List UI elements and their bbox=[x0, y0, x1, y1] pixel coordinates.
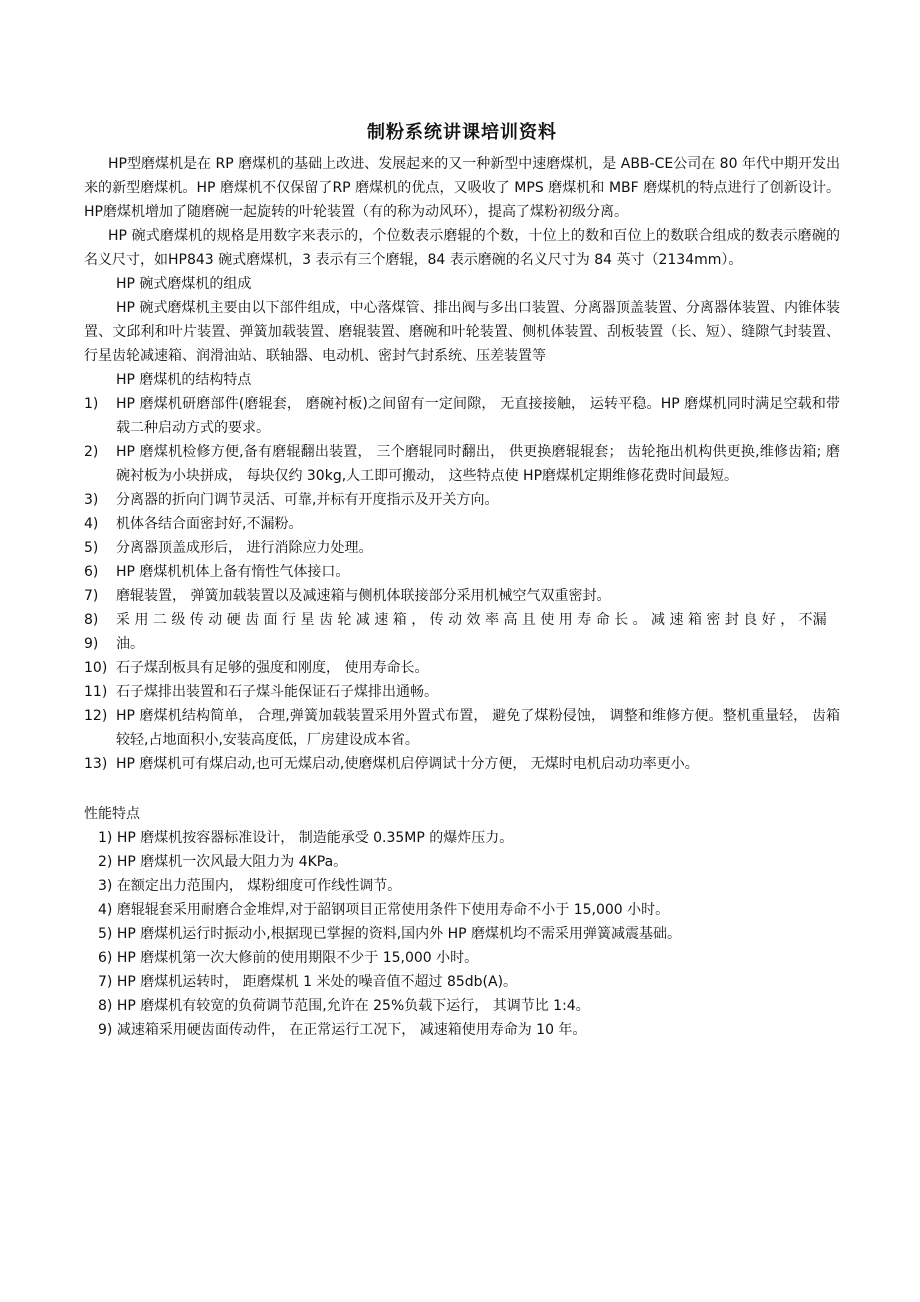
structure-item bbox=[84, 680, 840, 704]
structure-item-text: HP 磨煤机结构简单， 合理,弹簧加载装置采用外置式布置， 避免了煤粉侵蚀， 调整和维修方便。整机重量轻， 齿箱较轻,占地面积小,安装高度低，厂房建设成本省。 bbox=[116, 708, 840, 748]
structure-item bbox=[84, 560, 840, 584]
structure-item-text: HP 磨煤机可有煤启动,也可无煤启动,使磨煤机启停调试十分方便， 无煤时电机启动功率更小。 bbox=[116, 756, 699, 772]
structure-item-number: 13) bbox=[84, 756, 108, 772]
intro-paragraph-1: HP型磨煤机是在 RP 磨煤机的基础上改进、发展起来的又一种新型中速磨煤机，是 ABB-CE公司在 80 年代中期开发出来的新型磨煤机。HP 磨煤机不仅保留了RP 磨煤机的优点，又吸收了 MPS 磨煤机和 MBF 磨煤机的特点进行了创新设计。 HP磨煤机增加了随磨碗一起旋转的叶轮装置（有的称为动风环），提高了煤粉初级分离。 bbox=[84, 156, 840, 220]
structure-item-text: HP 磨煤机研磨部件(磨辊套， 磨碗衬板)之间留有一定间隙， 无直接接触， 运转平稳。HP 磨煤机同时满足空载和带载二种启动方式的要求。 bbox=[116, 396, 840, 436]
performance-item: 5) HP 磨煤机运行时振动小,根据现已掌握的资料,国内外 HP 磨煤机均不需采用弹簧减震基础。 bbox=[98, 926, 682, 942]
structure-item-number: 6) bbox=[84, 564, 99, 580]
performance-item: 4) 磨辊辊套采用耐磨合金堆焊,对于韶钢项目正常使用条件下使用寿命不小于 15,000 小时。 bbox=[98, 902, 670, 918]
structure-item-text: HP 磨煤机检修方便,备有磨辊翻出装置， 三个磨辊同时翻出， 供更换磨辊辊套； 齿轮拖出机构供更换,维修齿箱; 磨碗衬板为小块拼成， 每块仅约 30kg,人工即可搬动， 这些特点使 HP磨煤机定期维修花费时间最短。 bbox=[116, 444, 840, 484]
performance-item: 6) HP 磨煤机第一次大修前的使用期限不少于 15,000 小时。 bbox=[98, 950, 479, 966]
structure-item-number: 8) bbox=[84, 612, 99, 628]
performance-item: 8) HP 磨煤机有较宽的负荷调节范围,允许在 25%负载下运行， 其调节比 1:4。 bbox=[98, 998, 590, 1014]
structure-item bbox=[84, 584, 840, 608]
structure-item-number: 2) bbox=[84, 444, 99, 460]
structure-item-text: 石子煤排出装置和石子煤斗能保证石子煤排出通畅。 bbox=[116, 684, 438, 700]
structure-item-text: 分离器的折向门调节灵活、可靠,并标有开度指示及开关方向。 bbox=[116, 492, 499, 508]
structure-item-text: HP 磨煤机机体上备有惰性气体接口。 bbox=[116, 564, 350, 580]
structure-item bbox=[84, 488, 840, 512]
structure-item bbox=[84, 632, 840, 656]
performance-item: 1) HP 磨煤机按容器标准设计， 制造能承受 0.35MP 的爆炸压力。 bbox=[98, 830, 514, 846]
structure-item bbox=[84, 512, 840, 536]
performance-item: 2) HP 磨煤机一次风最大阻力为 4KPa。 bbox=[98, 854, 348, 870]
structure-item-number: 3) bbox=[84, 492, 99, 508]
structure-item-number: 1) bbox=[84, 396, 99, 412]
structure-heading: HP 磨煤机的结构特点 bbox=[116, 372, 252, 388]
structure-item bbox=[84, 704, 840, 752]
performance-item: 9) 减速箱采用硬齿面传动件， 在正常运行工况下， 减速箱使用寿命为 10 年。 bbox=[98, 1022, 587, 1038]
performance-item: 3) 在额定出力范围内， 煤粉细度可作线性调节。 bbox=[98, 878, 402, 894]
structure-item-number: 9) bbox=[84, 636, 99, 652]
structure-item-number: 4) bbox=[84, 516, 99, 532]
composition-text: HP 碗式磨煤机主要由以下部件组成，中心落煤管、排出阀与多出口装置、分离器顶盖装置、分离器体装置、内锥体装置、文邱利和叶片装置、弹簧加载装置、磨辊装置、磨碗和叶轮装置、侧机体装置、刮板装置（长、短）、缝隙气封装置、行星齿轮减速箱、润滑油站、联轴器、电动机、密封气封系统、压差装置等 bbox=[84, 300, 840, 364]
structure-item bbox=[84, 656, 840, 680]
structure-item-number: 11) bbox=[84, 684, 108, 700]
intro-paragraph-2: HP 碗式磨煤机的规格是用数字来表示的，个位数表示磨辊的个数，十位上的数和百位上的数联合组成的数表示磨碗的名义尺寸，如HP843 碗式磨煤机，3 表示有三个磨辊，84 表示磨碗的名义尺寸为 84 英寸（2134mm）。 bbox=[84, 228, 840, 268]
structure-item-number: 12) bbox=[84, 708, 108, 724]
performance-list bbox=[84, 826, 840, 1042]
structure-item-text: 油。 bbox=[116, 636, 144, 652]
document-page bbox=[84, 118, 840, 1042]
performance-item: 7) HP 磨煤机运转时， 距磨煤机 1 米处的噪音值不超过 85db(A)。 bbox=[98, 974, 518, 990]
composition-heading: HP 碗式磨煤机的组成 bbox=[116, 276, 252, 292]
structure-item-text: 机体各结合面密封好,不漏粉。 bbox=[116, 516, 303, 532]
structure-item bbox=[84, 440, 840, 488]
structure-item-number: 5) bbox=[84, 540, 99, 556]
performance-heading: 性能特点 bbox=[84, 806, 140, 822]
structure-item-number: 7) bbox=[84, 588, 99, 604]
structure-item-text: 石子煤刮板具有足够的强度和刚度， 使用寿命长。 bbox=[116, 660, 429, 676]
structure-item bbox=[84, 536, 840, 560]
structure-list bbox=[84, 392, 840, 776]
structure-item bbox=[84, 392, 840, 440]
structure-item bbox=[84, 752, 840, 776]
structure-item-text: 采 用 二 级 传 动 硬 齿 面 行 星 齿 轮 减 速 箱 ， 传 动 效 率 高 且 使 用 寿 命 长 。 减 速 箱 密 封 良 好 ， 不漏 bbox=[116, 612, 827, 628]
structure-item-text: 分离器顶盖成形后， 进行消除应力处理。 bbox=[116, 540, 373, 556]
document-title: 制粉系统讲课培训资料 bbox=[367, 122, 557, 143]
structure-item-number: 10) bbox=[84, 660, 108, 676]
structure-item-text: 磨辊装置， 弹簧加载装置以及减速箱与侧机体联接部分采用机械空气双重密封。 bbox=[116, 588, 611, 604]
structure-item bbox=[84, 608, 840, 632]
